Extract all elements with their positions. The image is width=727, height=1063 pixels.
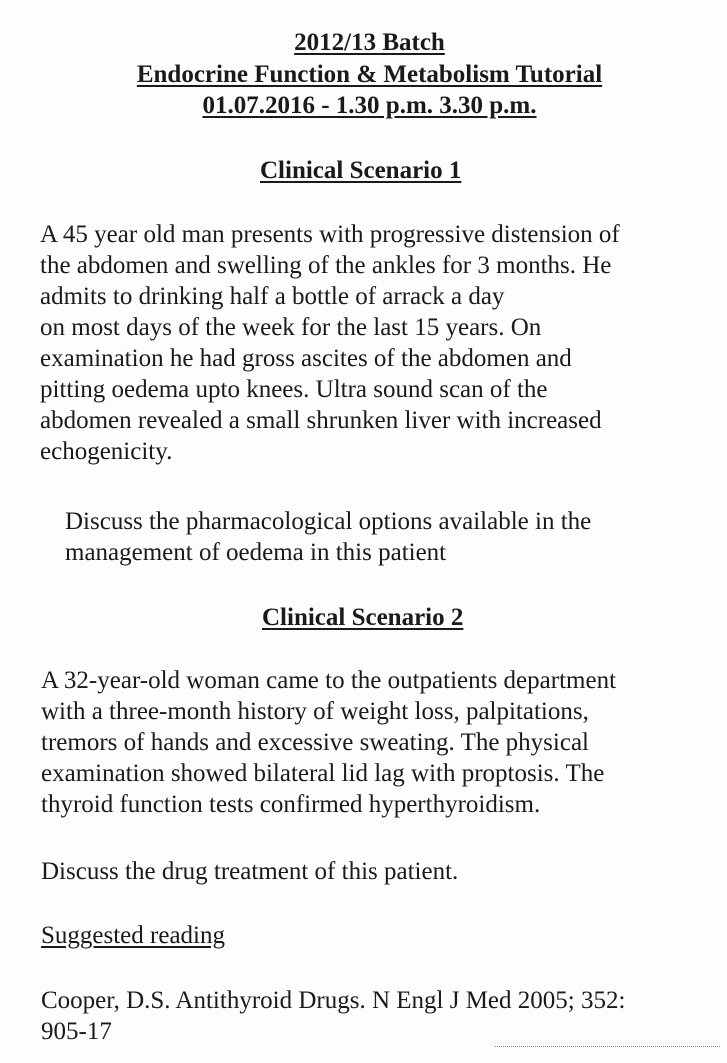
scenario-2-title: Clinical Scenario 2 <box>262 604 464 631</box>
scenario-1-line: echogenicity. <box>40 438 173 465</box>
reference-line: 905-17 <box>41 1018 112 1045</box>
scenario-1-line: admits to drinking half a bottle of arrack a day <box>40 283 505 310</box>
reference-line: Cooper, D.S. Antithyroid Drugs. N Engl J Med 2005; 352: <box>41 987 626 1014</box>
scenario-1-line: examination he had gross ascites of the abdomen and <box>40 345 572 372</box>
scenario-1-line: A 45 year old man presents with progressive distension of <box>40 221 620 248</box>
scenario-1-question <box>65 506 591 568</box>
scenario-1-question-line: management of oedema in this patient <box>65 539 447 566</box>
scan-artifact-line <box>495 1046 720 1049</box>
scenario-2-line: thyroid function tests confirmed hyperthyroidism. <box>41 791 541 818</box>
scenario-1-body <box>40 219 620 467</box>
scenario-1-title: Clinical Scenario 1 <box>260 157 462 184</box>
scenario-2-line: with a three-month history of weight loss, palpitations, <box>41 698 589 725</box>
scenario-2-question: Discuss the drug treatment of this patient. <box>41 858 459 885</box>
scenario-2-line: examination showed bilateral lid lag with proptosis. The <box>41 760 605 787</box>
tutorial-heading: Endocrine Function & Metabolism Tutorial <box>136 61 603 88</box>
datetime-heading: 01.07.2016 - 1.30 p.m. 3.30 p.m. <box>202 92 537 119</box>
scenario-1-line: pitting oedema upto knees. Ultra sound scan of the <box>40 376 548 403</box>
scenario-1-line: on most days of the week for the last 15 years. On <box>40 314 542 341</box>
scenario-2-line: A 32-year-old woman came to the outpatients department <box>41 667 617 694</box>
suggested-reading-label: Suggested reading <box>41 922 225 949</box>
scenario-1-line: abdomen revealed a small shrunken liver with increased <box>40 407 602 434</box>
scenario-2-line: tremors of hands and excessive sweating. The physical <box>41 729 589 756</box>
batch-heading: 2012/13 Batch <box>294 29 445 56</box>
reference-citation <box>41 985 625 1047</box>
scenario-2-body <box>41 665 616 820</box>
scenario-1-question-line: Discuss the pharmacological options available in the <box>65 508 592 535</box>
scenario-1-line: the abdomen and swelling of the ankles for 3 months. He <box>40 252 612 279</box>
